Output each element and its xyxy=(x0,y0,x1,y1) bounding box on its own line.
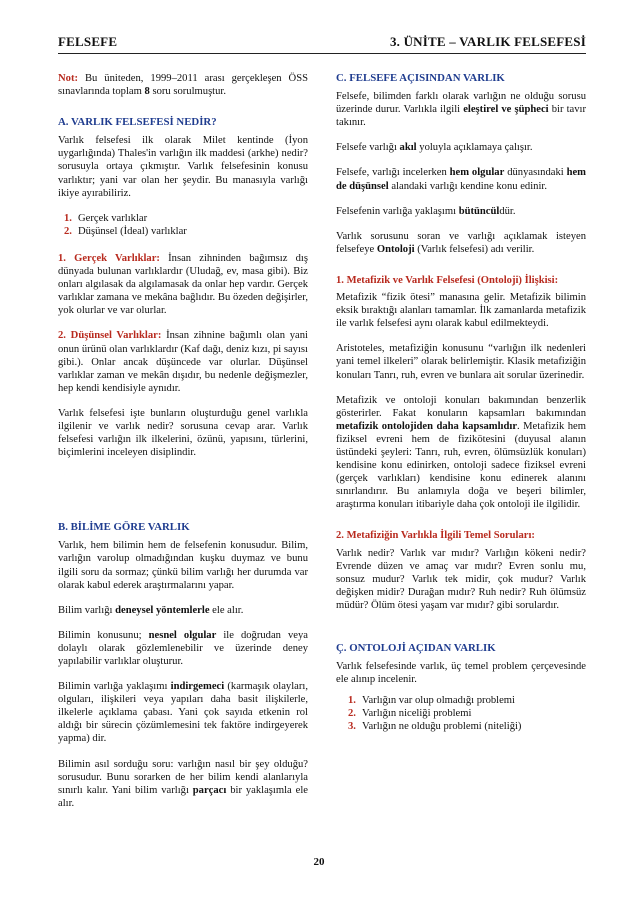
section-c-p3: Felsefe, varlığı incelerken hem olgular dünyasındaki hem de düşünsel alandaki varlığı kendine konu edinir. xyxy=(336,167,586,192)
varlik-types-list xyxy=(58,212,308,238)
header-course-title: FELSEFE xyxy=(58,34,118,49)
temel-sorular-p1: Varlık nedir? Varlık var mıdır? Varlığın kökeni nedir? Evrende düzen ve amaç var mıdır? Evren sonlu mu, sonsuz mudur? Varlık tek midir, çok mudur? Varlık değişken midir? Durağan mıdır? Ruh nedir? Ruh ölümsüz müdür? Ölüm ötesi yaşam var mıdır? gibi sorulardır. xyxy=(336,547,586,611)
list-item: 2. Düşünsel (İdeal) varlıklar xyxy=(64,225,187,237)
temel-sorular-heading: 2. Metafiziğin Varlıkla İlgili Temel Soruları: xyxy=(336,530,535,542)
note-label: Not: xyxy=(58,73,79,84)
section-a-summary: Varlık felsefesi işte bunların oluşturduğu genel varlıkla ilgilenir ve varlık nedir? sorusuna cevap arar. Varlık felsefesi varlığın ilk ilkelerini, özünü, yapısını, türlerini, biçimlerini inceleyen disiplindir. xyxy=(58,407,308,459)
list-item: 1. Varlığın var olup olmadığı problemi xyxy=(348,695,515,707)
section-c-p5: Varlık sorusunu soran ve varlığı açıklamak isteyen felsefeye Ontoloji (Varlık felsefesi) adı verilir. xyxy=(336,230,586,255)
section-b-intro: Varlık, hem bilimin hem de felsefenin konusudur. Bilim, varlığın varolup olmadığından kuşku duymaz ve bunu ilgili soru da sormaz; çünkü bilim varlığı her durumda var olarak kabul ederek araştırmalarını yapar. xyxy=(58,540,308,591)
left-column xyxy=(58,72,308,810)
section-c-p4: Felsefenin varlığa yaklaşımı bütüncüldür. xyxy=(336,205,516,217)
page-number: 20 xyxy=(313,856,325,868)
section-b-subject: Bilimin konusunu; nesnel olgular ile doğrudan veya dolaylı olarak gözlemlenebilir ve üzerinde deney yapılabilir varlıklar oluşturur. xyxy=(58,629,308,667)
note-paragraph: Not: Bu üniteden, 1999–2011 arası gerçekleşen ÖSS sınavlarında toplam 8 soru sorulmuştur. xyxy=(58,73,308,98)
section-c-heading: C. FELSEFE AÇISINDAN VARLIK xyxy=(336,72,505,84)
list-item: 1. Gerçek varlıklar xyxy=(64,212,148,224)
right-column xyxy=(336,72,586,734)
metafizik-ontoloji-heading: 1. Metafizik ve Varlık Felsefesi (Ontoloji) İlişkisi: xyxy=(336,274,559,286)
header-unit-title: 3. ÜNİTE – VARLIK FELSEFESİ xyxy=(389,34,586,49)
section-c-p1: Felsefe, bilimden farklı olarak varlığın ne olduğu sorusu üzerinde durur. Varlıkla ilgili eleştirel ve şüpheci bir tavır takınır. xyxy=(336,91,586,129)
list-item: 3. Varlığın ne olduğu problemi (niteliği) xyxy=(348,721,522,733)
gercek-varliklar-paragraph: 1. Gerçek Varlıklar: İnsan zihninden bağımsız dış dünyada bulunan varlıklardır (Uludağ, ev, masa gibi). Biz onları algılasak da algılamasak da onlar hep vardır. Gerçek varlıklar zamana ve mekâna bağlıdır. Bu özeden değişirler, yok olurlar ve var olurlar. xyxy=(58,252,308,317)
section-b-approach: Bilimin varlığa yaklaşımı indirgemeci (karmaşık olayları, olguları, ilişkileri veya yapıları daha basit ilişkilerle, ilkelerle açıklama çabası. Yani çok sayıda etkenin rol aldığı bir sürecin çözümlemesini tek faktöre indirgeyerek yapma) dir. xyxy=(58,681,308,745)
section-c-p2: Felsefe varlığı akıl yoluyla açıklamaya çalışır. xyxy=(336,142,533,154)
section-a-intro: Varlık felsefesi ilk olarak Milet kentinde (İyon uygarlığında) Thales'in varlığın ilk maddesi (arkhe) nedir? sorusuyla ortaya çıkmıştır. Varlık felsefesinin konusu varlıktır; yani var olan her şeydir. Bu manasıyla varlığı ikiye ayırabiliriz. xyxy=(58,135,308,199)
section-cc-intro: Varlık felsefesinde varlık, üç temel problem çerçevesinde ele alınıp incelenir. xyxy=(336,661,586,686)
header-divider xyxy=(58,53,586,54)
dusunsel-varliklar-paragraph: 2. Düşünsel Varlıklar: İnsan zihnine bağımlı olan yani onun ürünü olan varlıklardır (Kaf dağı, deniz kızı, pi sayısı gibi.). Onlar ancak düşüncede var olurlar. Düşünsel varlıklar zaman ve mekân dışıdır, bu nedenle değişmezler, hep kendi kendisiyle aynıdır. xyxy=(58,330,308,394)
metafizik-p1: Metafizik “fizik ötesi” manasına gelir. Metafizik bilimin eksik bıraktığı alanları tamamlar. İlk zamanlarda metafizik ile varlık felsefesi aynı olarak kabul edilmekteydi. xyxy=(336,292,586,330)
ontoloji-problems-list xyxy=(342,694,586,733)
metafizik-p2: Aristoteles, metafiziğin konusunu “varlığın ilk nedenleri yani temel ilkeleri” olarak belirlemiştir. Klasik metafiziğin konuları Tanrı, ruh, evren ve bunlara ait sorular üzerinedir. xyxy=(336,343,586,381)
metafizik-p3: Metafizik ve ontoloji konuları bakımından benzerlik gösterirler. Fakat konuların kapsamları bakımından metafizik ontolojiden daha kapsamlıdır. Metafizik hem fiziksel evreni hem de fizikötesini (duyusal alanın üstündeki şeyleri: Tanrı, ruh, evren, ölümsüzlük konuları) kendisine konu edinirken, ontoloji sadece fiziksel evreni (gerçek varlıkları) kendisine konu edinerek alanını sınırlandırır. Bu anlamıyla doğa ve beşeri bilimler, araştırma konuları itibariyle daha çok ontoloji ile ilgilidir. xyxy=(336,394,586,511)
section-b-method: Bilim varlığı deneysel yöntemlerle ele alır. xyxy=(58,604,244,616)
section-cc-heading: Ç. ONTOLOJİ AÇIDAN VARLIK xyxy=(336,642,496,654)
section-a-heading: A. VARLIK FELSEFESİ NEDİR? xyxy=(58,116,217,129)
section-b-question: Bilimin asıl sorduğu soru: varlığın nasıl bir şey olduğu? sorusudur. Bunu sorarken de her bilim kendi alanlarıyla sınırlı kalır. Yani bilim varlığı parçacı bir yaklaşımla ele alır. xyxy=(58,758,308,809)
page-header xyxy=(58,32,586,52)
list-item: 2. Varlığın niceliği problemi xyxy=(348,708,472,720)
section-b-heading: B. BİLİME GÖRE VARLIK xyxy=(58,521,190,534)
